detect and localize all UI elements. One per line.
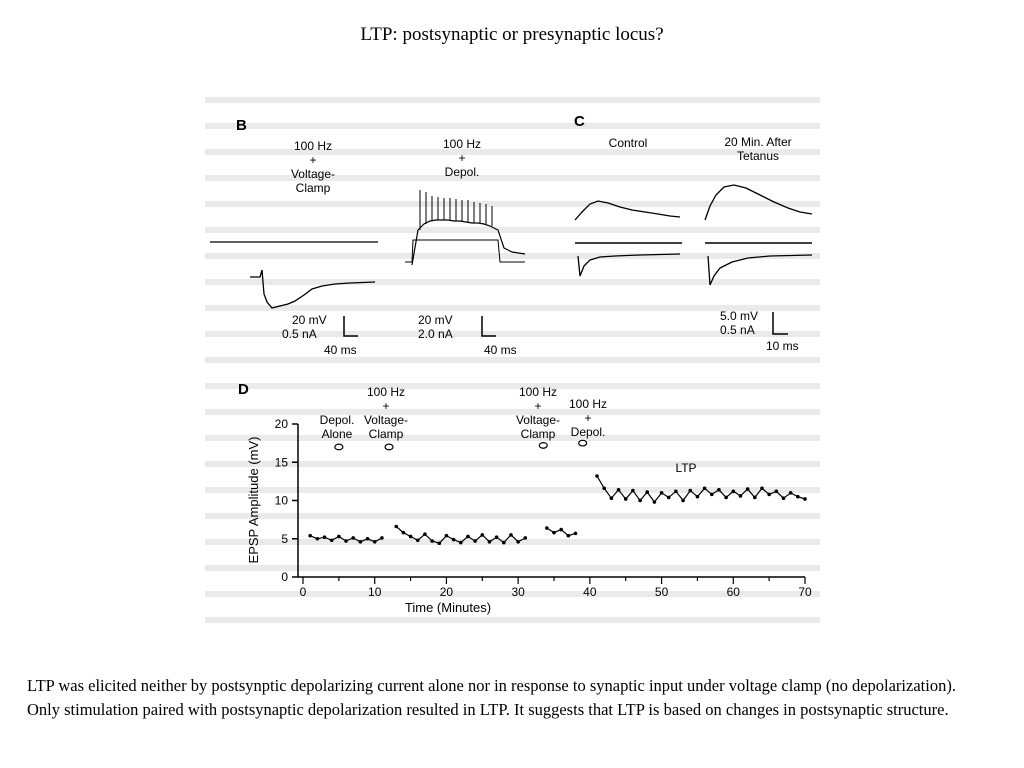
label-line: Tetanus	[736, 149, 780, 163]
data-point	[767, 493, 771, 497]
data-point	[480, 533, 484, 537]
annotation-voltage-clamp	[364, 385, 408, 441]
panel-c-control-label: Control	[608, 136, 648, 150]
y-axis-label: EPSP Amplitude (mV)	[246, 436, 261, 564]
x-tick-label: 70	[798, 585, 812, 599]
data-point	[595, 474, 599, 478]
label-line: Voltage-	[290, 167, 336, 181]
label-line: +	[458, 151, 466, 165]
label-line: 2.0 nA	[418, 327, 453, 341]
label-line: Depol.	[444, 165, 480, 179]
label-line: 0.5 nA	[720, 323, 755, 337]
data-point	[402, 531, 406, 535]
figure-svg	[200, 80, 830, 640]
trace-vc-current	[250, 270, 375, 308]
data-point	[638, 499, 642, 503]
panel-b-condition-voltage-clamp	[291, 139, 335, 195]
data-point	[782, 496, 786, 500]
data-point	[545, 526, 549, 530]
data-point	[445, 534, 449, 538]
data-point	[624, 497, 628, 501]
data-point	[653, 500, 657, 504]
label-line: Clamp	[520, 427, 556, 441]
annotation-voltage-clamp-2	[516, 385, 560, 441]
data-point	[516, 540, 520, 544]
data-point	[574, 532, 578, 536]
data-point	[660, 491, 664, 495]
panel-d	[238, 381, 812, 615]
panel-c-letter: C	[574, 113, 585, 130]
data-point	[602, 486, 606, 490]
condition-marker	[335, 444, 343, 450]
data-point	[437, 542, 441, 546]
annotation-depol-alone	[320, 413, 355, 441]
label-line: 20 mV	[292, 313, 327, 327]
condition-marker	[579, 440, 587, 446]
annotation-depol	[569, 397, 607, 439]
data-point	[667, 496, 671, 500]
figure	[200, 80, 830, 640]
label-line: +	[584, 411, 592, 425]
chart-axes	[298, 424, 805, 577]
data-point	[488, 540, 492, 544]
annotation-ltp: LTP	[675, 461, 697, 475]
x-tick-label: 30	[511, 585, 525, 599]
data-series	[308, 474, 806, 545]
data-point	[710, 493, 714, 497]
y-tick-label: 5	[281, 531, 288, 546]
label-line: Voltage-	[363, 413, 409, 427]
data-point	[617, 488, 621, 492]
label-line: Clamp	[368, 427, 404, 441]
data-point	[344, 539, 348, 543]
label-line: +	[534, 399, 542, 413]
slide-title: LTP: postsynaptic or presynaptic locus?	[360, 24, 664, 45]
data-point	[796, 495, 800, 499]
label-line: 100 Hz	[442, 137, 482, 151]
data-point	[717, 488, 721, 492]
data-point	[674, 490, 678, 494]
data-point	[380, 536, 384, 540]
condition-markers	[335, 440, 587, 449]
label-line: 100 Hz	[293, 139, 333, 153]
data-point	[330, 538, 334, 542]
x-tick-label: 40	[583, 585, 597, 599]
data-point	[753, 496, 757, 500]
x-tick-label: 0	[299, 585, 307, 599]
data-point	[373, 540, 377, 544]
label-line: 100 Hz	[366, 385, 406, 399]
data-point	[316, 537, 320, 541]
slide-caption: LTP was elicited neither by postsynptic depolarizing current alone nor in response to synaptic input under voltage clamp (no depolarization). Only stimulation paired with postsynaptic depolarization resulted in LTP. It suggests that LTP is based on changes in postsynaptic structure.	[27, 676, 956, 719]
label-line: 10 ms	[766, 339, 799, 353]
data-point	[337, 535, 341, 539]
condition-marker	[385, 444, 393, 450]
label-line: +	[309, 153, 317, 167]
data-point	[631, 489, 635, 493]
panel-b-condition-depol	[443, 137, 481, 179]
data-point	[416, 538, 420, 542]
data-point	[703, 486, 707, 490]
label-line: Clamp	[295, 181, 331, 195]
data-point	[645, 490, 649, 494]
x-tick-label: 10	[368, 585, 382, 599]
data-point	[803, 497, 807, 501]
label-line: Depol.	[319, 413, 355, 427]
data-point	[746, 487, 750, 491]
x-tick-label: 50	[654, 585, 669, 599]
data-point	[567, 534, 571, 538]
label-line: 100 Hz	[568, 397, 608, 411]
label-line: 5.0 mV	[720, 309, 759, 323]
data-point	[351, 536, 355, 540]
x-axis-label: Time (Minutes)	[404, 600, 492, 615]
y-tick-label: 20	[274, 417, 288, 431]
data-point	[394, 525, 398, 529]
label-line: 100 Hz	[518, 385, 558, 399]
data-point	[366, 537, 370, 541]
data-point	[502, 541, 506, 545]
data-point	[452, 538, 456, 542]
label-line: 20 Min. After	[724, 135, 792, 149]
data-point	[430, 539, 434, 543]
label-line: 40 ms	[324, 343, 357, 357]
data-point	[775, 490, 779, 494]
y-ticks	[275, 417, 298, 584]
data-point	[552, 531, 556, 535]
label-line: Depol.	[570, 425, 606, 439]
data-point	[688, 489, 692, 493]
data-point	[724, 496, 728, 500]
x-tick-label: 20	[439, 585, 454, 599]
data-point	[610, 496, 614, 500]
data-point	[789, 491, 793, 495]
data-point	[409, 535, 413, 539]
y-tick-label: 0	[281, 570, 288, 584]
panel-d-letter: D	[238, 381, 249, 398]
label-line: Voltage-	[515, 413, 561, 427]
data-point	[681, 499, 685, 503]
label-line: 40 ms	[484, 343, 517, 357]
data-point	[739, 494, 743, 498]
label-line: Alone	[321, 427, 353, 441]
data-point	[459, 541, 463, 545]
label-line: 20 mV	[418, 313, 453, 327]
data-point	[323, 535, 327, 539]
y-tick-label: 15	[274, 455, 288, 470]
panel-b-letter: B	[236, 117, 247, 134]
condition-marker	[539, 443, 547, 449]
label-line: +	[382, 399, 390, 413]
y-tick-label: 10	[274, 493, 288, 508]
data-point	[473, 539, 477, 543]
data-point	[359, 540, 363, 544]
data-point	[495, 535, 499, 539]
data-point	[423, 532, 427, 536]
data-point	[466, 535, 470, 539]
data-point	[559, 528, 563, 532]
data-point	[696, 495, 700, 499]
data-point	[760, 486, 764, 490]
data-point	[308, 534, 312, 538]
label-line: 0.5 nA	[282, 327, 317, 341]
data-point	[509, 533, 513, 537]
x-tick-label: 60	[726, 585, 740, 599]
data-point	[731, 490, 735, 494]
data-point	[524, 536, 528, 540]
